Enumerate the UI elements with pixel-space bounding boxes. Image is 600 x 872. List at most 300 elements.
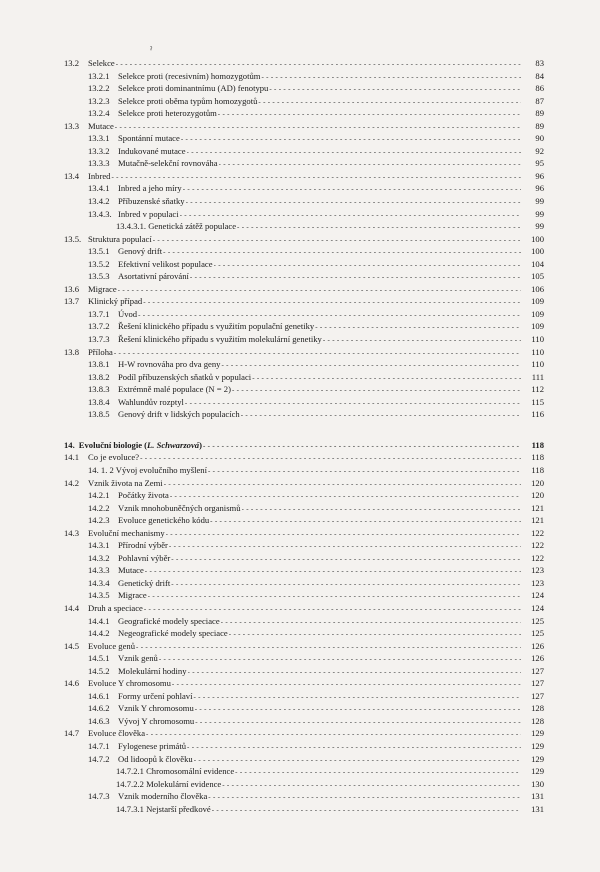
toc-row [64,727,544,740]
toc-page-number: 110 [531,359,544,370]
toc-entry-number: 13.3.1 [88,133,110,144]
toc-dot-leader [118,284,521,297]
toc-entry-number: 13.2.3 [88,95,110,106]
toc-entry-number: 13.4.1 [88,183,110,194]
toc-dot-leader [187,146,521,159]
toc-page-number: 83 [535,58,544,68]
toc-entry-number: 13.5. [64,233,82,244]
toc-entry-number: 14.5 [64,640,80,651]
toc-row [64,640,544,653]
toc-entry-title: Genový drift v lidských populacích [118,409,240,420]
toc-page-number: 122 [531,540,544,551]
toc-row [64,396,544,409]
toc-entry-title: Inbred v populaci [118,208,179,219]
toc-dot-leader [195,703,521,716]
toc-entry-label [64,383,231,396]
toc-entry-label [64,170,110,183]
toc-entry-title: Fylogenese primátů [118,740,187,751]
toc-row [64,145,544,158]
toc-page-number: 124 [531,590,544,601]
toc-entry-title: Selekce proti oběma typům homozygotů [118,95,258,106]
toc-row [64,333,544,346]
toc-page-number: 125 [531,628,544,639]
toc-row [64,208,544,221]
toc-page-number: 99 [535,196,544,207]
toc-entry-label [64,157,218,170]
toc-entry-number: 13.2.2 [88,83,110,94]
toc-row [64,790,544,803]
toc-entry-label [64,120,114,133]
toc-entry-number: 14.6 [64,678,80,689]
toc-page-number: 131 [531,791,544,802]
toc-row [64,539,544,552]
toc-row [64,245,544,258]
toc-row [64,702,544,715]
toc-entry-label [64,57,115,70]
toc-entry-number: 14.7 [64,728,80,739]
toc-entry-label [64,132,180,145]
toc-entry-title: Vznik mnohobuněčných organismů [118,502,241,513]
toc-entry-title: Inbred a jeho míry [118,183,182,194]
toc-row [64,652,544,665]
toc-dot-leader [194,754,521,767]
toc-entry-label [64,690,192,703]
toc-entry-number: 13.7.3 [88,334,110,345]
toc-entry-label [64,371,251,384]
toc-dot-leader [159,653,521,666]
toc-dot-leader [258,96,521,109]
toc-dot-leader [153,234,521,247]
toc-entry-label [64,615,220,628]
toc-dot-leader [183,183,521,196]
toc-dot-leader [212,804,521,817]
toc-page-number: 99 [535,221,544,232]
toc-row [64,57,544,70]
toc-entry-label [64,477,163,490]
toc-row [64,615,544,628]
toc-page-number: 122 [531,527,544,538]
toc-page-number: 124 [531,602,544,613]
toc-entry-label [64,753,193,766]
toc-entry-number: 13.5.3 [88,271,110,282]
toc-entry-title: Evoluce Y chromosomu [88,678,171,689]
toc-entry-number: 13.5.1 [88,246,110,257]
toc-entry-title: Evoluce genetického kódu [118,515,210,526]
toc-entry-label [64,489,169,502]
toc-entry-number: 13.4.2 [88,196,110,207]
toc-entry-title: Evoluční biologie (L. Schwarzová) [78,439,202,450]
toc-row [64,627,544,640]
toc-entry-label [64,564,144,577]
toc-entry-number: 13.4.3. [88,208,112,219]
toc-entry-label [64,358,220,371]
toc-page-number: 118 [531,439,544,450]
toc-dot-leader [229,628,521,641]
toc-entry-number: 14.3.2 [88,552,110,563]
toc-page-number: 109 [531,321,544,332]
toc-dot-leader [315,321,521,334]
toc-entry-label [64,464,207,477]
toc-entry-title: Klinický případ [88,296,143,307]
toc-dot-leader [219,158,521,171]
toc-entry-number: 14.3.3 [88,565,110,576]
toc-page-number: 110 [531,334,544,345]
toc-dot-leader [171,553,521,566]
toc-entry-number: 13.7.2 [88,321,110,332]
toc-entry-number: 14.3.1 [88,540,110,551]
toc-entry-title: Struktura populací [88,233,152,244]
table-of-contents [64,57,544,815]
toc-page-number: 89 [535,120,544,131]
toc-row [64,715,544,728]
toc-row [64,295,544,308]
toc-entry-title: Řešení klinického případu s využitím populační genetiky [118,321,315,332]
toc-entry-number: 13.3 [64,120,80,131]
toc-row [64,527,544,540]
toc-entry-number: 14.3.4 [88,577,110,588]
toc-row [64,502,544,515]
toc-page-number: 87 [535,95,544,106]
toc-entry-label [64,220,236,233]
toc-page-number: 118 [531,452,544,463]
toc-entry-label [64,145,186,158]
toc-entry-label [64,527,165,540]
toc-page-number: 115 [531,396,544,407]
toc-entry-label [64,589,147,602]
toc-entry-title: Evoluce člověka [88,728,146,739]
toc-entry-number: 13.8.4 [88,396,110,407]
toc-dot-leader [172,678,521,691]
toc-entry-label [64,602,143,615]
toc-row [64,95,544,108]
toc-dot-leader [222,779,521,792]
toc-entry-label [64,577,170,590]
toc-entry-title: Od lidoopů k člověku [118,753,193,764]
toc-entry-label [64,245,162,258]
toc-entry-title: Efektivní velikost populace [118,258,213,269]
toc-row [64,665,544,678]
toc-page-number: 110 [531,346,544,357]
toc-dot-leader [136,641,521,654]
toc-entry-title: Molekulární hodiny [118,665,187,676]
toc-row [64,82,544,95]
toc-dot-leader [148,590,521,603]
toc-entry-number: 13.5.2 [88,258,110,269]
toc-page-number: 96 [535,170,544,181]
toc-page-number: 125 [531,615,544,626]
toc-entry-title: Genetický drift [118,577,171,588]
toc-dot-leader [171,578,521,591]
toc-entry-label [64,295,142,308]
toc-dot-leader [145,565,521,578]
toc-entry-title: Asortativní párování [118,271,189,282]
toc-entry-label [64,790,207,803]
toc-page-number: 129 [531,740,544,751]
toc-entry-label [64,396,184,409]
toc-entry-title: Vznik genů [118,653,158,664]
toc-page-number: 105 [531,271,544,282]
toc-page-number: 122 [531,552,544,563]
toc-entry-number: 13.8.5 [88,409,110,420]
toc-dot-leader [269,83,521,96]
toc-entry-label [64,451,139,464]
toc-dot-leader [235,766,521,779]
toc-entry-title: Příloha [88,346,113,357]
toc-dot-leader [146,728,521,741]
toc-dot-leader [188,666,521,679]
toc-page-number: 129 [531,728,544,739]
toc-row [64,740,544,753]
toc-entry-title: Selekce proti dominantnímu (AD) fenotypu [118,83,269,94]
toc-row [64,451,544,464]
toc-entry-title: Mutace [118,565,144,576]
toc-row [64,70,544,83]
toc-entry-label [64,408,240,421]
toc-entry-title: Evoluce genů [88,640,136,651]
toc-entry-label [64,95,257,108]
toc-page-number: 127 [531,665,544,676]
toc-row [64,477,544,490]
toc-entry-label [64,320,314,333]
toc-row [64,346,544,359]
toc-entry-label [64,70,260,83]
toc-entry-title: Migrace [118,590,147,601]
toc-dot-leader [232,384,521,397]
toc-entry-number: 13.8 [64,346,80,357]
toc-dot-leader [218,108,521,121]
toc-page-number: 106 [531,283,544,294]
section-gap [64,421,544,431]
toc-entry-number: 14.1 [64,452,80,463]
toc-row [64,589,544,602]
toc-entry-number: 14.4.2 [88,628,110,639]
toc-entry-label [64,82,268,95]
toc-page-number: 111 [531,371,544,382]
toc-page-number: 118 [531,464,544,475]
toc-entry-title: 14. 1. 2 Vývoj evolučního myšlení [88,464,207,475]
toc-entry-title: Indukované mutace [118,145,186,156]
toc-entry-label [64,677,171,690]
toc-row [64,170,544,183]
toc-entry-label [64,233,152,246]
toc-entry-number: 13.8.1 [88,359,110,370]
toc-entry-label [64,803,211,816]
toc-entry-label [64,727,145,740]
toc-entry-number: 13.7.1 [88,308,110,319]
toc-dot-leader [241,409,521,422]
toc-page-number: 100 [531,246,544,257]
toc-page-number: 112 [531,384,544,395]
toc-row [64,258,544,271]
toc-row [64,308,544,321]
toc-dot-leader [221,359,521,372]
toc-dot-leader [252,372,521,385]
toc-page-number: 100 [531,233,544,244]
toc-row [64,283,544,296]
toc-page-number: 109 [531,308,544,319]
toc-entry-number: 13.2 [64,58,80,68]
toc-dot-leader [181,133,521,146]
toc-entry-number: 14.2.3 [88,515,110,526]
toc-entry-number: 14.3.5 [88,590,110,601]
toc-dot-leader [208,465,521,478]
toc-entry-title: Genový drift [118,246,163,257]
toc-dot-leader [214,259,521,272]
toc-row [64,564,544,577]
toc-dot-leader [163,246,521,259]
toc-row [64,778,544,791]
toc-entry-title: Podíl příbuzenských sňatků v populaci [118,371,252,382]
toc-dot-leader [187,741,521,754]
toc-dot-leader [261,71,521,84]
toc-entry-number: 14.2.2 [88,502,110,513]
toc-entry-number: 14.6.3 [88,715,110,726]
toc-dot-leader [210,515,521,528]
toc-row [64,677,544,690]
toc-entry-label [64,308,137,321]
toc-page-number: 127 [531,678,544,689]
toc-row [64,182,544,195]
toc-page-number: 120 [531,490,544,501]
toc-dot-leader [169,540,521,553]
toc-entry-label [64,270,189,283]
toc-entry-number: 14.5.1 [88,653,110,664]
toc-page-number: 104 [531,258,544,269]
toc-entry-label [64,502,241,515]
toc-entry-number: 14.4.1 [88,615,110,626]
toc-row [64,157,544,170]
toc-entry-label [64,778,221,791]
toc-entry-label [64,208,179,221]
toc-entry-number: 13.3.3 [88,158,110,169]
toc-page-number: 123 [531,577,544,588]
toc-entry-title: Druh a speciace [88,602,143,613]
toc-entry-title: Úvod [118,308,138,319]
toc-page-number: 84 [535,70,544,81]
toc-row [64,602,544,615]
toc-page-number: 126 [531,640,544,651]
toc-entry-title: Vznik života na Zemi [88,477,163,488]
toc-entry-title: 13.4.3.1. Genetická zátěž populace [116,221,237,232]
toc-entry-number: 13.3.2 [88,145,110,156]
toc-entry-label [64,765,234,778]
toc-entry-number: 14. [64,439,75,450]
toc-page-number: 109 [531,296,544,307]
toc-dot-leader [221,616,521,629]
toc-entry-title: Migrace [88,283,117,294]
toc-dot-leader [164,478,521,491]
toc-entry-number: 13.2.4 [88,108,110,119]
toc-row [64,358,544,371]
toc-dot-leader [323,334,521,347]
toc-page-number: 128 [531,703,544,714]
toc-row [64,514,544,527]
toc-entry-label [64,346,113,359]
toc-row [64,765,544,778]
toc-row [64,552,544,565]
toc-entry-label [64,107,217,120]
toc-entry-number: 13.8.3 [88,384,110,395]
toc-entry-label [64,552,170,565]
toc-row [64,371,544,384]
toc-row [64,577,544,590]
toc-entry-number: 14.3 [64,527,80,538]
toc-entry-title: Wahlundův rozptyl [118,396,184,407]
toc-entry-number: 13.7 [64,296,80,307]
toc-row [64,107,544,120]
toc-entry-title: Příbuzenské sňatky [118,196,185,207]
toc-page-number: 127 [531,690,544,701]
toc-entry-title: Mutačně-selekční rovnováha [118,158,218,169]
toc-entry-title: Mutace [88,120,114,131]
toc-row [64,195,544,208]
toc-entry-title: 14.7.3.1 Nejstarší předkové [116,803,211,814]
toc-entry-label [64,652,158,665]
toc-dot-leader [237,221,521,234]
toc-entry-label [64,258,213,271]
toc-entry-label [64,514,209,527]
toc-row [64,753,544,766]
toc-entry-number: 14.7.1 [88,740,110,751]
toc-entry-title: Přírodní výběr [118,540,168,551]
toc-page-number: 89 [535,108,544,119]
toc-dot-leader [203,440,521,453]
toc-entry-title: Vznik Y chromosomu [118,703,194,714]
toc-entry-number: 14.7.3 [88,791,110,802]
toc-row [64,408,544,421]
toc-page-number: 90 [535,133,544,144]
toc-page-number: 95 [535,158,544,169]
toc-page-number: 128 [531,715,544,726]
toc-entry-number: 13.8.2 [88,371,110,382]
toc-entry-number: 13.6 [64,283,80,294]
toc-entry-label [64,640,135,653]
toc-row [64,464,544,477]
toc-dot-leader [143,296,521,309]
toc-entry-number: 14.2 [64,477,80,488]
toc-row [64,120,544,133]
toc-entry-label [64,665,187,678]
toc-page-number: 116 [531,409,544,420]
toc-dot-leader [166,528,521,541]
toc-row [64,270,544,283]
toc-row [64,220,544,233]
toc-page-number: 96 [535,183,544,194]
toc-entry-title: Co je evoluce? [88,452,140,463]
toc-entry-title: Inbred [88,170,111,181]
toc-entry-number: 14.4 [64,602,80,613]
toc-page-number: 126 [531,653,544,664]
toc-page-number: 123 [531,565,544,576]
pen-mark: ˀ [150,45,153,55]
toc-entry-title: Selekce [88,58,115,68]
toc-row [64,320,544,333]
toc-entry-label [64,702,194,715]
toc-dot-leader [242,503,521,516]
toc-entry-title: Geografické modely speciace [118,615,220,626]
toc-dot-leader [186,196,521,209]
toc-entry-label [64,539,168,552]
toc-page-number: 86 [535,83,544,94]
toc-entry-label [64,740,186,753]
toc-entry-number: 14.7.2 [88,753,110,764]
toc-dot-leader [195,716,521,729]
toc-entry-title: Počátky života [118,490,169,501]
toc-dot-leader [193,691,521,704]
toc-entry-title: Pohlavní výběr [118,552,171,563]
toc-row [64,803,544,816]
toc-entry-title: Evoluční mechanismy [88,527,165,538]
